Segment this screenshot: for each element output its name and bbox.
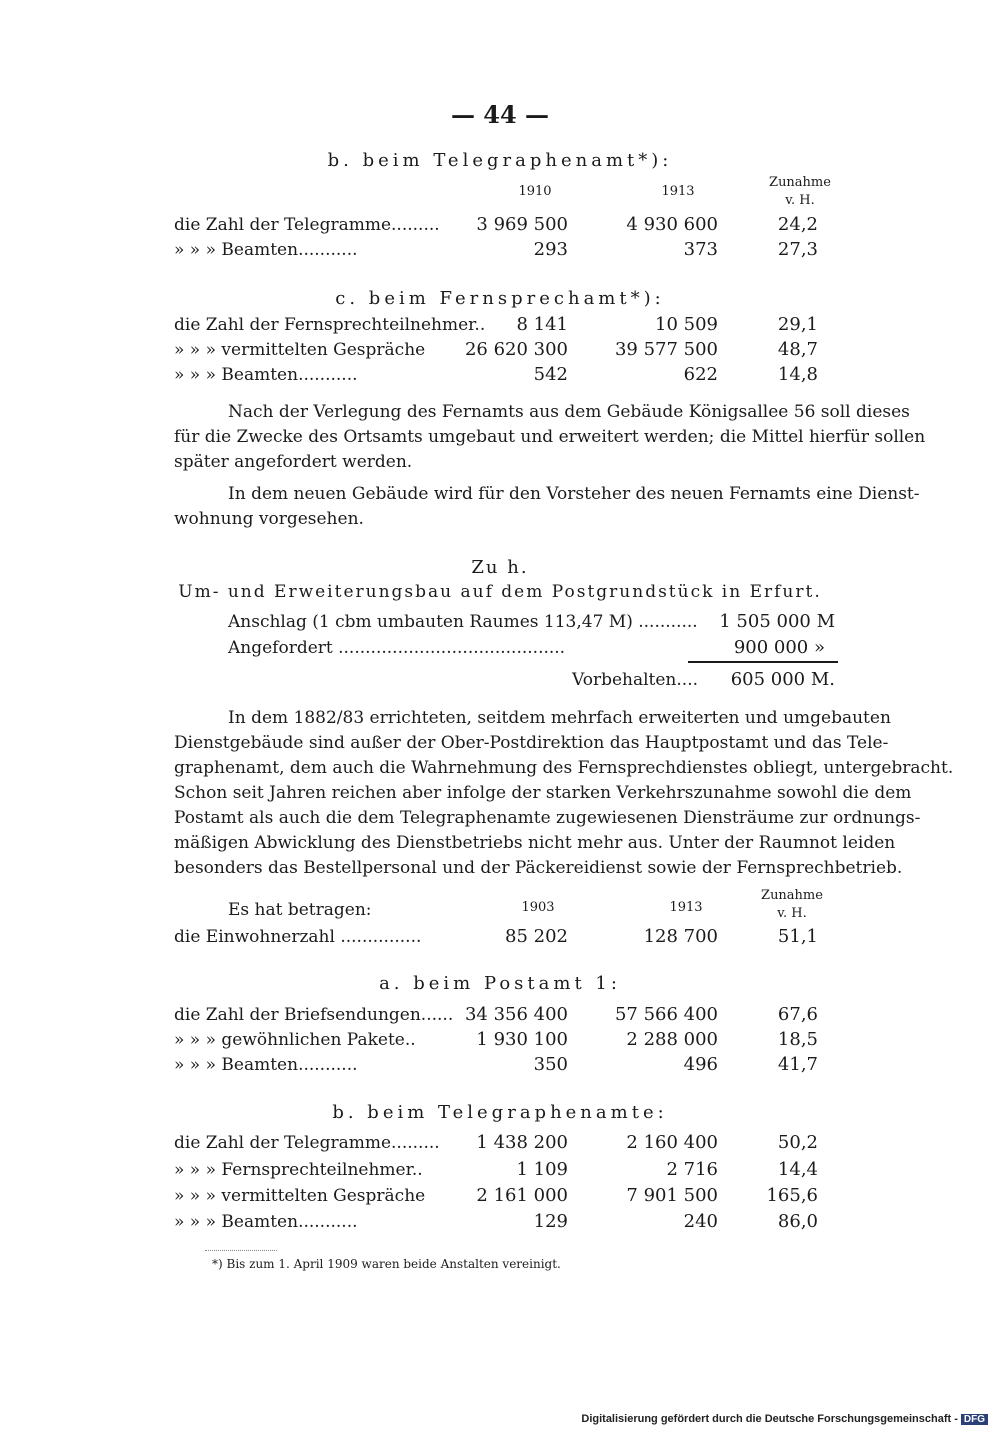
table-row-label: » » » Beamten........... [174,240,358,260]
budget-row-label: Anschlag (1 cbm umbauten Raumes 113,47 M) ........... [228,612,698,632]
table-cell: 7 901 500 [626,1185,718,1206]
table-cell: 2 160 400 [626,1132,718,1153]
table-row-label: » » » Beamten........... [174,365,358,385]
table-row-label: » » » gewöhnlichen Pakete.. [174,1030,416,1050]
paragraph-line: Schon seit Jahren reichen aber infolge der starken Verkehrszunahme sowohl die dem [174,783,912,803]
sum-rule [688,661,838,663]
table-cell: 1 438 200 [476,1132,568,1153]
table-cell: 34 356 400 [464,1004,568,1025]
paragraph-line: später angefordert werden. [174,452,413,472]
table-cell: 1 109 [516,1159,568,1180]
budget-row-value: 1 505 000 M [719,611,835,632]
page-number: — 44 — [450,100,550,129]
table-cell: 51,1 [777,926,818,947]
table-cell: 27,3 [777,239,818,260]
table-cell: 293 [533,239,568,260]
dfg-logo: DFG [961,1414,988,1425]
table-cell: 8 141 [516,314,568,335]
table-cell: 85 202 [505,926,568,947]
col-year-1913: 1913 [669,900,703,915]
table-cell: 26 620 300 [464,339,568,360]
table-row-label: » » » Fernsprechteilnehmer.. [174,1160,423,1180]
table-cell: 48,7 [777,339,818,360]
table-cell: 18,5 [777,1029,818,1050]
paragraph-line: Dienstgebäude sind außer der Ober-Postdirektion das Hauptpostamt und das Tele- [174,733,889,753]
table-cell: 496 [683,1054,718,1075]
paragraph-line: Nach der Verlegung des Fernamts aus dem Gebäude Königsallee 56 soll dieses [228,402,910,422]
table-row-label: » » » vermittelten Gespräche [174,1186,426,1206]
section-b2-heading: b. beim Telegraphenamte: [332,1102,668,1123]
table-cell: 129 [533,1211,568,1232]
table-row-label: die Zahl der Fernsprechteilnehmer.. [174,315,486,335]
col-increase-unit: v. H. [785,193,815,208]
stats-intro: Es hat betragen: [228,900,372,920]
zu-h-title: Um- und Erweiterungsbau auf dem Postgrundstück in Erfurt. [178,582,822,602]
table-cell: 2 288 000 [626,1029,718,1050]
col-increase-label: Zunahme [761,888,823,903]
table-cell: 14,8 [777,364,818,385]
table-row-label: die Zahl der Telegramme......... [174,1133,440,1153]
section-c-heading: c. beim Fernsprechamt*): [335,288,665,309]
table-cell: 29,1 [777,314,818,335]
table-cell: 2 716 [666,1159,718,1180]
col-year-1913: 1913 [661,184,695,199]
table-cell: 165,6 [766,1185,818,1206]
table-cell: 240 [683,1211,718,1232]
table-cell: 41,7 [777,1054,818,1075]
table-cell: 350 [533,1054,568,1075]
table-cell: 10 509 [655,314,718,335]
credit-text: Digitalisierung gefördert durch die Deutsche Forschungsgemeinschaft - [581,1413,958,1425]
footnote-rule [205,1250,277,1251]
table-cell: 39 577 500 [614,339,718,360]
paragraph-line: mäßigen Abwicklung des Dienstbetriebs nicht mehr aus. Unter der Raumnot leiden [174,833,896,853]
table-cell: 622 [683,364,718,385]
col-increase-label: Zunahme [769,175,831,190]
table-row-label: » » » Beamten........... [174,1055,358,1075]
section-b1-heading: b. beim Telegraphenamt*): [327,150,673,171]
section-a-heading: a. beim Postamt 1: [379,973,621,994]
budget-row-value: 900 000 » [733,637,825,658]
budget-total-label: Vorbehalten.... [572,670,698,690]
zu-h-heading: Zu h. [471,557,529,578]
table-cell: 542 [533,364,568,385]
paragraph-line: für die Zwecke des Ortsamts umgebaut und erweitert werden; die Mittel hierfür sollen [174,427,926,447]
table-cell: 24,2 [777,214,818,235]
table-cell: 1 930 100 [476,1029,568,1050]
table-row-label: » » » Beamten........... [174,1212,358,1232]
paragraph-line: In dem neuen Gebäude wird für den Vorsteher des neuen Fernamts eine Dienst- [228,484,920,504]
table-cell: 57 566 400 [614,1004,718,1025]
table-cell: 373 [683,239,718,260]
table-row-label: die Zahl der Telegramme......... [174,215,440,235]
digitization-credit [581,1413,988,1425]
paragraph-line: In dem 1882/83 errichteten, seitdem mehrfach erweiterten und umgebauten [228,708,891,728]
table-cell: 4 930 600 [626,214,718,235]
table-cell: 50,2 [777,1132,818,1153]
budget-row-label: Angefordert .......................................... [228,638,566,658]
paragraph-line: Postamt als auch die dem Telegraphenamte zugewiesenen Diensträume zur ordnungs- [174,808,921,828]
table-cell: 128 700 [643,926,718,947]
footnote: *) Bis zum 1. April 1909 waren beide Anstalten vereinigt. [212,1257,561,1271]
col-year-1903: 1903 [521,900,555,915]
col-year-1910: 1910 [518,184,552,199]
budget-total-value: 605 000 M. [730,669,835,690]
table-cell: 67,6 [777,1004,818,1025]
table-cell: 14,4 [777,1159,818,1180]
table-row-label: die Zahl der Briefsendungen...... [174,1005,454,1025]
table-cell: 3 969 500 [476,214,568,235]
paragraph-line: graphenamt, dem auch die Wahrnehmung des Fernsprechdienstes obliegt, untergebracht. [174,758,954,778]
table-cell: 2 161 000 [476,1185,568,1206]
table-cell: 86,0 [777,1211,818,1232]
paragraph-line: besonders das Bestellpersonal und der Päckereidienst sowie der Fernsprechbetrieb. [174,858,903,878]
table-row-label: die Einwohnerzahl ............... [174,927,422,947]
paragraph-line: wohnung vorgesehen. [174,509,364,529]
col-increase-unit: v. H. [777,906,807,921]
table-row-label: » » » vermittelten Gespräche [174,340,426,360]
